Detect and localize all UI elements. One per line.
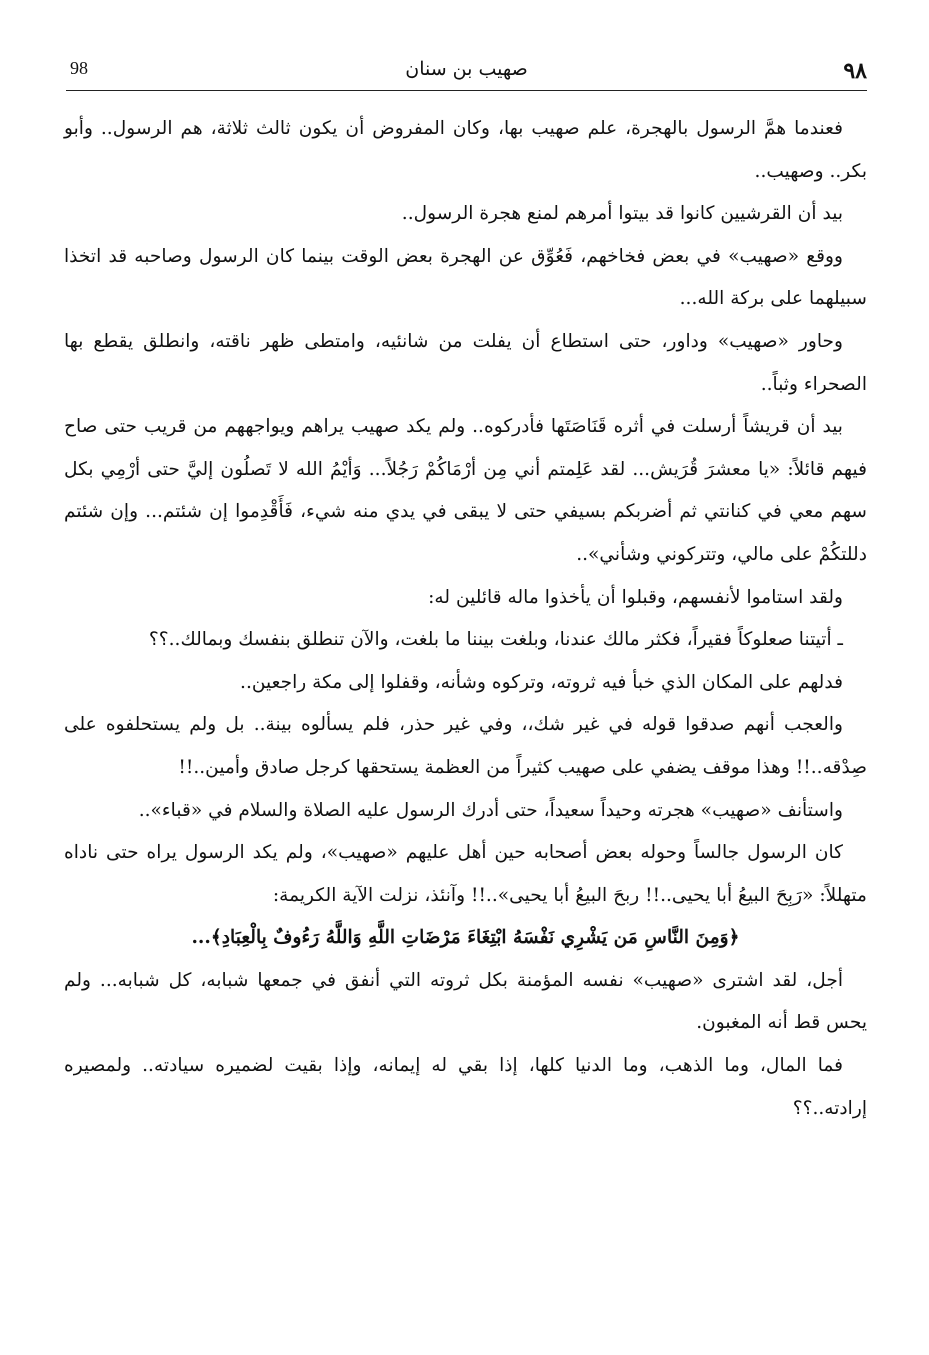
page-number-arabic: ٩٨ — [843, 58, 867, 84]
paragraph: فعندما همَّ الرسول بالهجرة، علم صهيب بها، وكان المفروض أن يكون ثالث ثلاثة، هم الرسول.. وأبو بكر.. وصهيب.. — [64, 118, 867, 182]
paragraph: ولقد استاموا لأنفسهم، وقبلوا أن يأخذوا ماله قائلين له: — [428, 586, 843, 608]
paragraph: والعجب أنهم صدقوا قوله في غير شك،، وفي غير حذر، فلم يسألوه بينة.. بل ولم يستحلفوه على صِدْقه..!! وهذا موقف يضفي على صهيب كثيراً من العظمة يستحقها كرجل صادق وأمين..!! — [64, 714, 867, 778]
page-header — [66, 54, 867, 91]
quran-verse: ﴿وَمِنَ النَّاسِ مَن يَشْرِي نَفْسَهُ ابْتِغَاءَ مَرْضَاتِ اللَّهِ وَاللَّهُ رَءُوفٌ بِالْعِبَادِ﴾... — [191, 927, 740, 949]
page-body — [64, 108, 867, 1130]
paragraph: فدلهم على المكان الذي خبأ فيه ثروته، وتركوه وشأنه، وقفلوا إلى مكة راجعين.. — [240, 671, 843, 693]
running-title: صهيب بن سنان — [405, 58, 528, 80]
paragraph: كان الرسول جالساً وحوله بعض أصحابه حين أهل عليهم «صهيب»، ولم يكد الرسول يراه حتى ناداه متهللاً: «رَبِحَ البيعُ أبا يحيى..!! ربحَ البيعُ أبا يحيى»..!! وآنئذ، نزلت الآية الكريمة: — [64, 842, 867, 906]
paragraph: ووقع «صهيب» في بعض فخاخهم، فَعُوِّق عن الهجرة بعض الوقت بينما كان الرسول وصاحبه قد اتخذا سبيلهما على بركة الله... — [64, 245, 867, 310]
paragraph: واستأنف «صهيب» هجرته وحيداً سعيداً، حتى أدرك الرسول عليه الصلاة والسلام في «قباء».. — [138, 799, 843, 821]
paragraph: بيد أن القرشيين كانوا قد بيتوا أمرهم لمنع هجرة الرسول.. — [401, 203, 843, 225]
paragraph: فما المال، وما الذهب، وما الدنيا كلها، إذا بقي له إيمانه، وإذا بقيت لضميره سيادته.. ولمصيره إرادته..؟؟ — [64, 1055, 867, 1119]
page-number-latin: 98 — [70, 58, 88, 78]
paragraph: ـ أتيتنا صعلوكاً فقيراً، فكثر مالك عندنا، وبلغت بيننا ما بلغت، والآن تنطلق بنفسك وبمالك..؟؟ — [148, 629, 843, 651]
paragraph: أجل، لقد اشترى «صهيب» نفسه المؤمنة بكل ثروته التي أنفق في جمعها شبابه، كل شبابه... ولم يحس قط أنه المغبون. — [64, 969, 867, 1034]
paragraph: بيد أن قريشاً أرسلت في أثره قَنَاصَتَها فأدركوه.. ولم يكد صهيب يراهم ويواجههم من قريب حتى صاح فيهم قائلاً: «يا معشرَ قُرَيش... لقد عَلِمتم أني مِن أرْمَاكُمْ رَجُلاً... وَأيْمُ الله لا تَصلُون إليَّ حتى أرْمِي بكل سهم معي في كنانتي ثم أضربكم بسيفي حتى لا يبقى في يدي منه شيء، فَأَقْدِموا إن شئتم... وإن شئتم دللتكُمْ على مالي، وتتركوني وشأني».. — [64, 416, 867, 565]
paragraph: وحاور «صهيب» وداور، حتى استطاع أن يفلت من شانئيه، وامتطى ظهر ناقته، وانطلق يقطع بها الصحراء وثباً.. — [64, 330, 867, 395]
